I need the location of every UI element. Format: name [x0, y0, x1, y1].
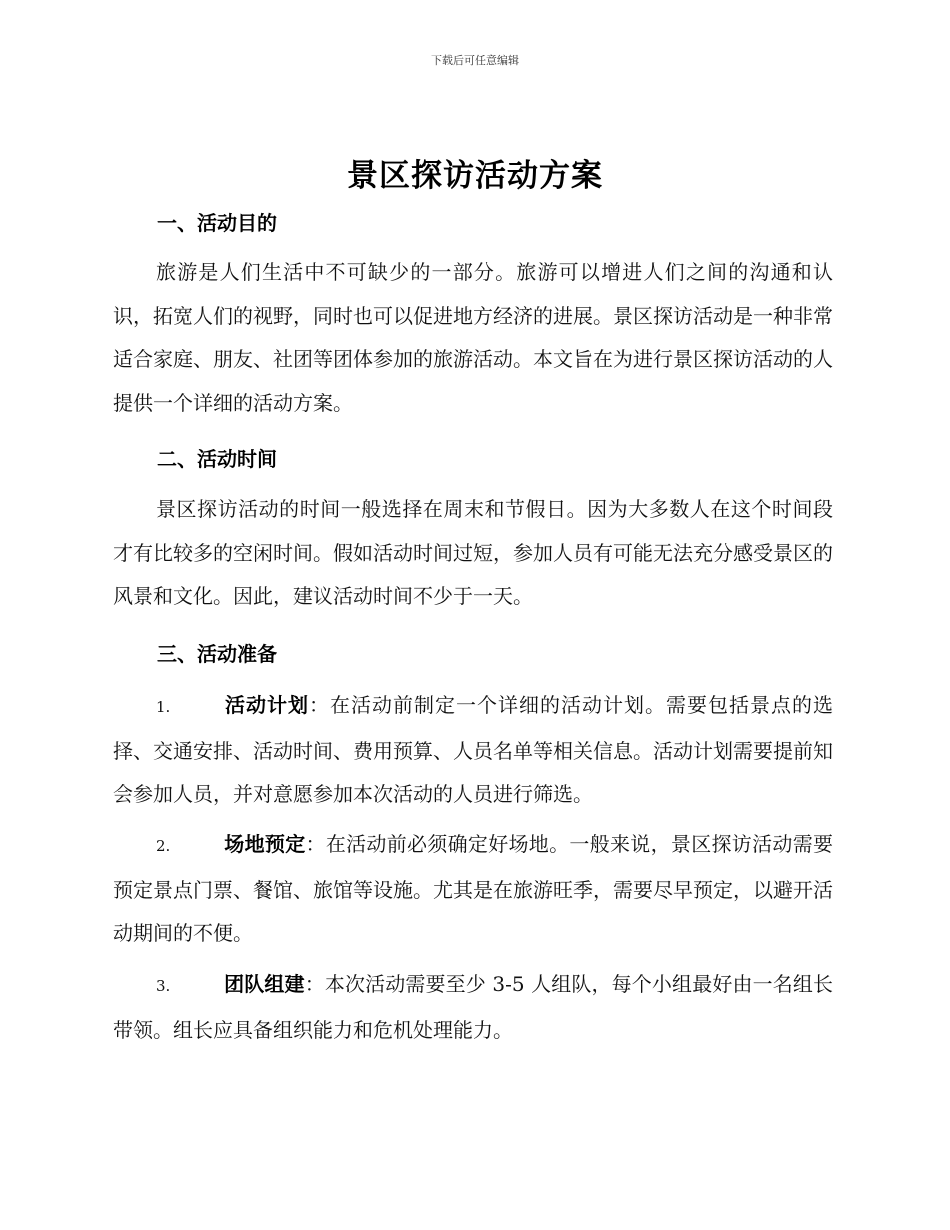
- list-item-separator: ：: [305, 832, 326, 856]
- section-paragraph-purpose: 旅游是人们生活中不可缺少的一部分。旅游可以增进人们之间的沟通和认识，拓宽人们的视野，同时也可以促进地方经济的进展。景区探访活动是一种非常适合家庭、朋友、社团等团体参加的旅游活动。本文旨在为进行景区探访活动的人提供一个详细的活动方案。: [113, 260, 833, 416]
- section-heading-purpose: 一、活动目的: [157, 211, 277, 235]
- section-heading-preparation: 三、活动准备: [157, 642, 277, 666]
- list-item-term: 团队组建: [224, 972, 305, 996]
- list-item-separator: ：: [309, 693, 330, 717]
- list-item-number: 1.: [156, 698, 171, 716]
- page-header-note: 下载后可任意编辑: [431, 54, 519, 67]
- document-title: 景区探访活动方案: [347, 158, 603, 194]
- list-item: [113, 963, 833, 1052]
- list-item: [113, 684, 833, 817]
- list-item-separator: ：: [304, 972, 325, 996]
- list-item-term: 活动计划: [224, 693, 309, 717]
- section-heading-time: 二、活动时间: [157, 447, 277, 471]
- list-item-text: 在活动前制定一个详细的活动计划。需要包括景点的选择、交通安排、活动时间、费用预算、人员名单等相关信息。活动计划需要提前知会参加人员，并对意愿参加本次活动的人员进行筛选。: [113, 693, 833, 807]
- list-item-number: 2.: [156, 837, 171, 855]
- list-item: [113, 823, 833, 956]
- list-item-text: 在活动前必须确定好场地。一般来说，景区探访活动需要预定景点门票、餐馆、旅馆等设施。尤其是在旅游旺季，需要尽早预定，以避开活动期间的不便。: [113, 832, 834, 946]
- section-paragraph-time: 景区探访活动的时间一般选择在周末和节假日。因为大多数人在这个时间段才有比较多的空闲时间。假如活动时间过短，参加人员有可能无法充分感受景区的风景和文化。因此，建议活动时间不少于一天。: [113, 497, 833, 609]
- list-item-number: 3.: [156, 977, 171, 995]
- list-item-text: 本次活动需要至少 3-5 人组队，每个小组最好由一名组长带领。组长应具备组织能力和危机处理能力。: [113, 972, 834, 1042]
- list-item-term: 场地预定: [224, 832, 306, 856]
